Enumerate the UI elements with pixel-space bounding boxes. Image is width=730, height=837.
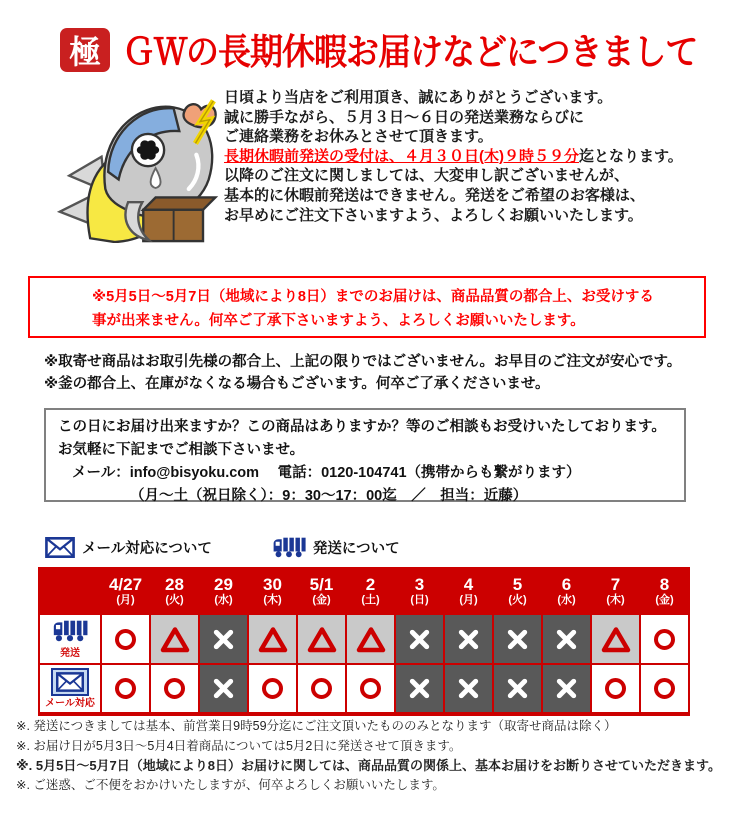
schedule-cell-triangle xyxy=(591,614,640,664)
cross-unavailable-icon xyxy=(553,675,580,702)
schedule-cell-cross xyxy=(444,614,493,664)
table-legend xyxy=(45,536,400,558)
intro-paragraph xyxy=(224,88,683,248)
contact-line: この日にお届け出来ますか？この商品はありますか？等のご相談もお受けいたしております。 xyxy=(58,419,666,435)
cross-unavailable-icon xyxy=(455,675,482,702)
deadline-rest: 迄となります。 xyxy=(579,147,683,165)
cross-unavailable-icon xyxy=(210,675,237,702)
intro-section xyxy=(56,88,683,248)
header-day: (水) xyxy=(557,594,576,606)
legend-mail-label: メール対応について xyxy=(82,540,212,557)
intro-deadline-line xyxy=(224,147,683,167)
contact-box xyxy=(44,408,686,502)
footer-note-line: ※. 5月5日～5月7日（地域により8日）お届けに関しては、商品品質の関係上、基本お届けをお断りさせていただきます。 xyxy=(16,758,721,773)
contact-hours-line: （月～土（祝日除く）：9：30～17：00迄 ／ 担当：近藤） xyxy=(130,488,528,504)
schedule-date-header xyxy=(542,568,591,614)
row-label-text: 発送 xyxy=(60,648,80,659)
contact-email-phone-line: メール：info@bisyoku.com 電話：0120-104741（携帯からも繋がります） xyxy=(72,465,581,481)
schedule-date-header xyxy=(444,568,493,614)
header-date: 29 xyxy=(214,575,233,594)
legend-shipping-label: 発送について xyxy=(312,540,400,557)
header-day: (金) xyxy=(312,594,331,606)
mail-icon xyxy=(51,668,89,696)
schedule-cell-circle xyxy=(248,664,297,714)
cross-unavailable-icon xyxy=(210,626,237,653)
schedule-cell-cross xyxy=(395,664,444,714)
circle-available-icon xyxy=(605,678,626,699)
cross-unavailable-icon xyxy=(406,626,433,653)
cross-unavailable-icon xyxy=(504,626,531,653)
header-day: (木) xyxy=(606,594,625,606)
header-date: 5/1 xyxy=(309,575,334,594)
schedule-cell-circle xyxy=(150,664,199,714)
header-date: 7 xyxy=(610,575,621,594)
intro-line: ご連絡業務をお休みとさせて頂きます。 xyxy=(224,128,493,146)
delivery-alert-box xyxy=(28,276,706,338)
schedule-date-header xyxy=(199,568,248,614)
header-date: 2 xyxy=(365,575,376,594)
schedule-cell-cross xyxy=(444,664,493,714)
schedule-cell-triangle xyxy=(248,614,297,664)
schedule-row-label xyxy=(39,664,101,714)
schedule-cell-circle xyxy=(640,614,689,664)
intro-line: 以降のご注文に関しましては、大変申し訳ございませんが、 xyxy=(224,167,630,185)
header-date: 3 xyxy=(414,575,425,594)
header-date: 4 xyxy=(463,575,474,594)
schedule-date-header xyxy=(346,568,395,614)
circle-available-icon xyxy=(360,678,381,699)
circle-available-icon xyxy=(164,678,185,699)
header-date: 8 xyxy=(659,575,670,594)
schedule-cell-triangle xyxy=(297,614,346,664)
schedule-date-header xyxy=(297,568,346,614)
header-day: (水) xyxy=(214,594,233,606)
caution-notes xyxy=(44,352,681,395)
deadline-highlight: 長期休暇前発送の受付は、４月３０日(木)９時５９分 xyxy=(224,147,579,165)
header-day: (日) xyxy=(410,594,429,606)
legend-shipping xyxy=(272,536,400,558)
holiday-schedule xyxy=(38,567,690,716)
intro-line: お早めにご注文下さいますよう、よろしくお願いいたします。 xyxy=(224,206,643,224)
truck-icon xyxy=(272,536,306,558)
legend-mail xyxy=(45,537,212,558)
header-date: 5 xyxy=(512,575,523,594)
cross-unavailable-icon xyxy=(504,675,531,702)
schedule-cell-triangle xyxy=(150,614,199,664)
circle-available-icon xyxy=(654,629,675,650)
note-line: ※取寄せ商品はお取引先様の都合上、上記の限りではございません。お早目のご注文が安心です。 xyxy=(44,354,682,370)
header-date: 4/27 xyxy=(108,575,143,594)
schedule-date-header xyxy=(591,568,640,614)
header-date: 30 xyxy=(263,575,282,594)
triangle-limited-icon xyxy=(160,626,190,653)
schedule-cell-cross xyxy=(199,664,248,714)
schedule-cell-circle xyxy=(640,664,689,714)
schedule-row xyxy=(39,664,689,714)
cross-unavailable-icon xyxy=(406,675,433,702)
contact-line: お気軽に下記までご相談下さいませ。 xyxy=(58,442,305,458)
schedule-date-header xyxy=(395,568,444,614)
circle-available-icon xyxy=(262,678,283,699)
intro-line: 誠に勝手ながら、５月３日～６日の発送業務ならびに xyxy=(224,108,585,126)
circle-available-icon xyxy=(115,629,136,650)
schedule-cell-cross xyxy=(493,614,542,664)
header-date: 6 xyxy=(561,575,572,594)
header-day: (火) xyxy=(165,594,184,606)
schedule-cell-circle xyxy=(591,664,640,714)
footer-note-line: ※. お届け日が5月3日～5月4日着商品については5月2日に発送させて頂きます。 xyxy=(16,738,462,753)
intro-line: 日頃より当店をご利用頂き、誠にありがとうございます。 xyxy=(224,89,613,106)
schedule-date-header xyxy=(248,568,297,614)
schedule-date-header xyxy=(101,568,150,614)
schedule-date-header xyxy=(150,568,199,614)
intro-line: 基本的に休暇前発送はできません。発送をご希望のお客様は、 xyxy=(224,186,645,204)
mail-icon xyxy=(45,537,75,558)
schedule-date-header xyxy=(640,568,689,614)
footer-notes xyxy=(16,717,721,795)
header-day: (火) xyxy=(508,594,527,606)
schedule-row xyxy=(39,614,689,664)
header-day: (土) xyxy=(361,594,380,606)
circle-available-icon xyxy=(115,678,136,699)
triangle-limited-icon xyxy=(356,626,386,653)
footer-note-line: ※. ご迷惑、ご不便をおかけいたしますが、何卒よろしくお願いいたします。 xyxy=(16,777,445,792)
header-day: (木) xyxy=(263,594,282,606)
header-date: 28 xyxy=(165,575,184,594)
cross-unavailable-icon xyxy=(553,626,580,653)
schedule-cell-circle xyxy=(101,614,150,664)
circle-available-icon xyxy=(654,678,675,699)
row-label-text: メール対応 xyxy=(45,698,95,709)
triangle-limited-icon xyxy=(601,626,631,653)
schedule-table xyxy=(38,567,690,716)
schedule-cell-cross xyxy=(395,614,444,664)
schedule-cell-circle xyxy=(346,664,395,714)
header-day: (月) xyxy=(116,594,135,606)
schedule-cell-cross xyxy=(542,614,591,664)
schedule-cell-circle xyxy=(297,664,346,714)
fish-illustration-svg xyxy=(56,96,222,243)
schedule-cell-cross xyxy=(199,614,248,664)
truck-icon xyxy=(52,619,88,642)
kiwami-seal-icon: 極 xyxy=(60,28,110,72)
triangle-limited-icon xyxy=(258,626,288,653)
schedule-cell-circle xyxy=(101,664,150,714)
cross-unavailable-icon xyxy=(455,626,482,653)
page-title xyxy=(60,26,697,73)
footer-note-line: ※. 発送につきましては基本、前営業日9時59分迄にご注文頂いたもののみとなります（取寄せ商品は除く） xyxy=(16,719,617,733)
schedule-cell-cross xyxy=(542,664,591,714)
schedule-corner-cell xyxy=(39,568,101,614)
note-line: ※釜の都合上、在庫がなくなる場合もございます。何卒ご了承くださいませ。 xyxy=(44,375,550,392)
header-day: (月) xyxy=(459,594,478,606)
schedule-date-header xyxy=(493,568,542,614)
alert-line: ※5月5日～5月7日（地域により8日）までのお届けは、商品品質の都合上、お受けする xyxy=(92,289,654,305)
crying-fish-mascot-illustration xyxy=(56,88,224,248)
circle-available-icon xyxy=(311,678,332,699)
schedule-cell-triangle xyxy=(346,614,395,664)
schedule-cell-cross xyxy=(493,664,542,714)
alert-line: 事が出来ません。何卒ご了承下さいますよう、よろしくお願いいたします。 xyxy=(92,313,585,329)
header-day: (金) xyxy=(655,594,674,606)
schedule-row-label xyxy=(39,614,101,664)
page-title-text: ＧＷの長期休暇お届けなどにつきまして xyxy=(122,31,698,72)
triangle-limited-icon xyxy=(307,626,337,653)
